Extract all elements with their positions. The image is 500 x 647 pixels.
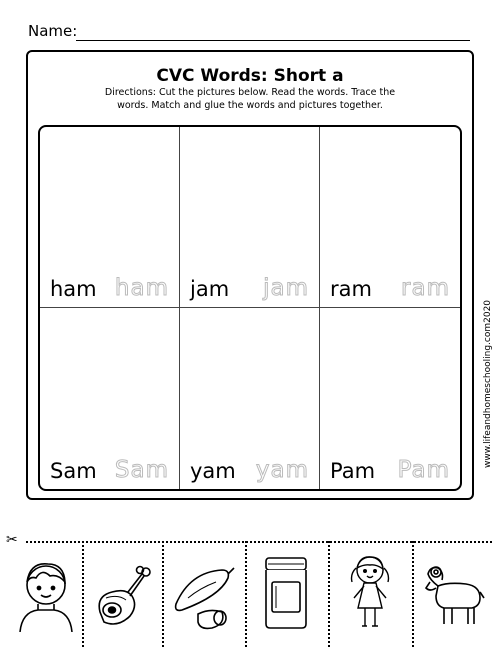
boy-icon[interactable] [12,552,80,632]
name-line[interactable] [76,40,470,41]
jam-jar-icon[interactable] [252,552,320,632]
ram-icon[interactable] [422,552,490,632]
cut-line-vertical [412,541,414,647]
word-label: ram [330,277,372,301]
worksheet-directions: Directions: Cut the pictures below. Read the words. Trace the words. Match and glue the words and pictures together. [104,87,396,111]
cut-line-vertical [328,541,330,647]
yam-icon[interactable] [170,552,238,632]
cut-line-vertical [162,541,164,647]
word-cell-ram[interactable] [320,127,460,308]
word-cell-ham[interactable] [40,127,180,308]
ham-leg-icon[interactable] [90,552,158,632]
word-label: Sam [50,459,97,483]
name-label: Name: [28,22,78,40]
scissors-icon: ✂ [6,532,18,548]
worksheet-title: CVC Words: Short a [156,66,344,86]
word-label: jam [190,277,230,301]
cut-line [26,541,492,543]
trace-word: ham [114,275,169,301]
trace-word: jam [263,275,309,301]
word-cell-pam[interactable] [320,308,460,489]
trace-word: Sam [114,457,169,483]
girl-icon[interactable] [336,552,404,632]
trace-word: Pam [397,457,450,483]
word-grid [38,125,462,491]
word-cell-yam[interactable] [180,308,320,489]
trace-word: yam [255,457,309,483]
word-label: Pam [330,459,376,483]
trace-word: ram [401,275,450,301]
word-cell-sam[interactable] [40,308,180,489]
cut-line-vertical [245,541,247,647]
word-label: ham [50,277,97,301]
website-credit: www.lifeandhomeschooling.com2020 [483,299,493,468]
word-cell-jam[interactable] [180,127,320,308]
cut-line-vertical [82,541,84,647]
word-label: yam [190,459,236,483]
